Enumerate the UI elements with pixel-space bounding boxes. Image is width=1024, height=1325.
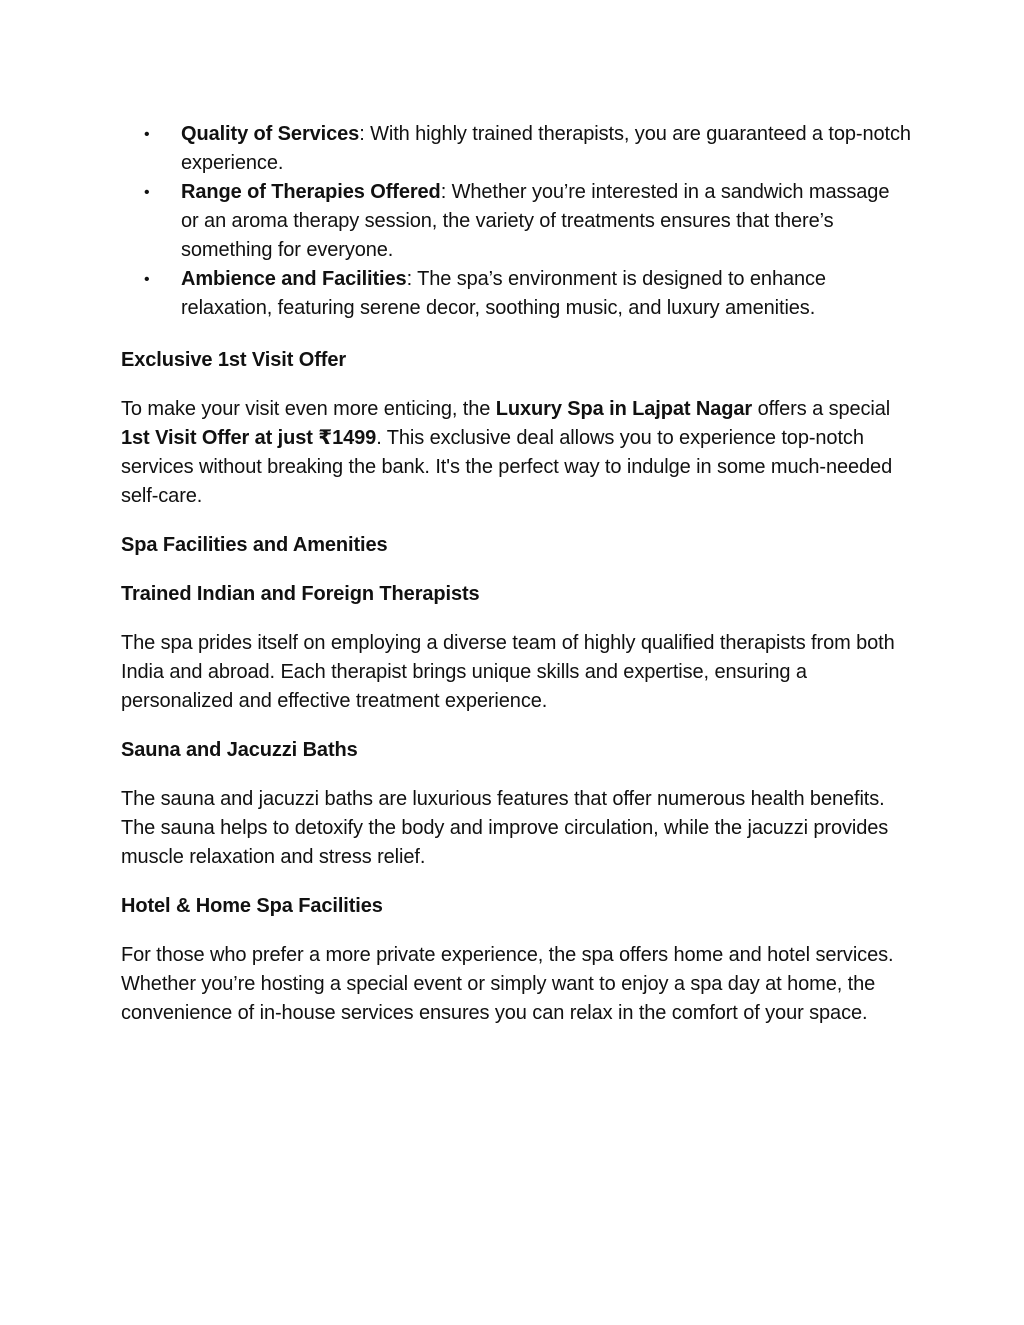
feature-list <box>121 120 911 323</box>
offer-text-1: To make your visit even more enticing, the <box>121 398 496 420</box>
list-item-text: : With highly trained therapists, you are guaranteed a top-notch experience. <box>181 123 911 174</box>
bullet-icon: • <box>144 271 150 288</box>
offer-heading: Exclusive 1st Visit Offer <box>121 349 347 371</box>
list-item-text: : Whether you’re interested in a sandwich massage or an aroma therapy session, the variety of treatments ensures that there’s something for everyone. <box>181 181 890 261</box>
bullet-icon: • <box>144 184 150 201</box>
sauna-heading: Sauna and Jacuzzi Baths <box>121 739 358 761</box>
therapists-heading: Trained Indian and Foreign Therapists <box>121 583 480 605</box>
offer-strong-spa-name: Luxury Spa in Lajpat Nagar <box>495 398 753 420</box>
list-item <box>121 120 911 178</box>
list-item-text: : The spa’s environment is designed to enhance relaxation, featuring serene decor, soothing music, and luxury amenities. <box>181 268 826 319</box>
list-item <box>121 265 911 323</box>
document-page <box>121 120 911 1028</box>
list-item-term: Ambience and Facilities <box>181 268 407 290</box>
bullet-icon: • <box>144 126 150 143</box>
home-spa-paragraph: For those who prefer a more private experience, the spa offers home and hotel services. Whether you’re hosting a special event or simply want to enjoy a spa day at home, the convenience of in-house services ensures you can relax in the comfort of your space. <box>121 944 894 1024</box>
list-item <box>121 178 911 265</box>
offer-strong-price: 1st Visit Offer at just ₹1499 <box>121 427 377 449</box>
facilities-heading: Spa Facilities and Amenities <box>121 534 388 556</box>
offer-text-3: . This exclusive deal allows you to experience top-notch services without breaking the bank. It's the perfect way to indulge in some much-needed self-care. <box>121 427 893 507</box>
therapists-paragraph: The spa prides itself on employing a diverse team of highly qualified therapists from both India and abroad. Each therapist brings unique skills and expertise, ensuring a personalized and effective treatment experience. <box>121 632 895 712</box>
sauna-paragraph: The sauna and jacuzzi baths are luxurious features that offer numerous health benefits. The sauna helps to detoxify the body and improve circulation, while the jacuzzi provides muscle relaxation and stress relief. <box>121 788 889 868</box>
list-item-term: Range of Therapies Offered <box>181 181 441 203</box>
offer-paragraph <box>121 395 911 511</box>
list-item-term: Quality of Services <box>181 123 360 145</box>
home-spa-heading: Hotel & Home Spa Facilities <box>121 895 383 917</box>
offer-text-2: offers a special <box>752 398 891 420</box>
